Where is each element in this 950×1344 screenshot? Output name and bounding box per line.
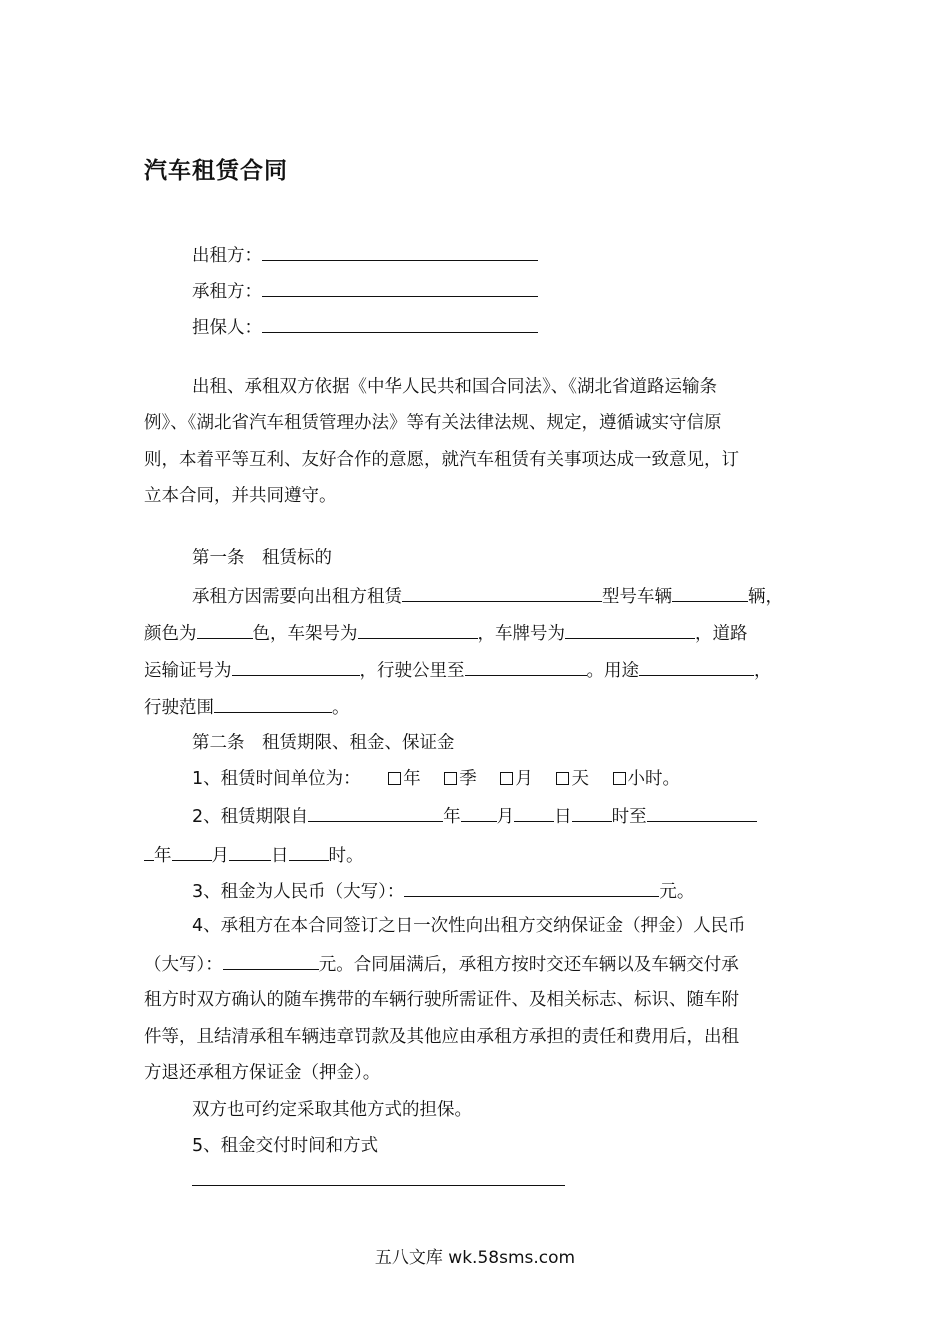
unit-option-year[interactable] xyxy=(388,767,421,791)
checkbox[interactable] xyxy=(556,772,569,785)
driving-range-blank[interactable] xyxy=(214,694,332,713)
text-segment: 2、租赁期限自 xyxy=(192,807,309,827)
term-start-year-blank[interactable] xyxy=(308,803,443,822)
term-end-year-blank[interactable] xyxy=(647,803,757,822)
text-segment: 运输证号为 xyxy=(144,661,232,681)
other-guarantee-line: 双方也可约定采取其他方式的担保。 xyxy=(192,1100,472,1120)
text-segment: 日 xyxy=(271,846,289,866)
lessor-blank[interactable] xyxy=(262,242,538,261)
text-segment: 年 xyxy=(443,807,461,827)
deposit-line: 租方时双方确认的随车携带的车辆行驶所需证件、及相关标志、标识、随车附 xyxy=(144,990,739,1010)
lessor-label: 出租方： xyxy=(192,246,262,266)
vehicle-count-blank[interactable] xyxy=(672,583,748,602)
text-segment: 色，车架号为 xyxy=(252,624,358,644)
checkbox[interactable] xyxy=(500,772,513,785)
rental-term-line xyxy=(192,803,757,829)
rent-amount-blank[interactable] xyxy=(404,878,659,897)
text-segment: 时。 xyxy=(328,846,364,866)
option-label: 小时。 xyxy=(627,769,681,789)
transport-cert-blank[interactable] xyxy=(232,657,360,676)
preamble-line: 则，本着平等互利、友好合作的意愿，就汽车租赁有关事项达成一致意见，订 xyxy=(144,450,739,470)
guarantor-label: 担保人： xyxy=(192,318,262,338)
option-label: 月 xyxy=(515,769,533,789)
article1-line3 xyxy=(144,657,772,683)
rental-unit-label: 1、租赁时间单位为： xyxy=(192,769,361,789)
article2-heading: 第二条 租赁期限、租金、保证金 xyxy=(192,733,455,753)
text-segment: ，道路 xyxy=(695,624,748,644)
term-start-month-blank[interactable] xyxy=(461,803,497,822)
text-segment: 日 xyxy=(554,807,572,827)
text-segment: 颜色为 xyxy=(144,624,197,644)
text-segment: 型号车辆 xyxy=(602,587,672,607)
footer-watermark: 五八文库 wk.58sms.com xyxy=(374,1248,576,1268)
unit-option-day[interactable] xyxy=(556,767,589,791)
article1-line4 xyxy=(144,694,350,720)
rent-amount-line xyxy=(192,878,694,904)
term-end-year-blank-cont[interactable] xyxy=(144,842,154,861)
payment-blank-line[interactable] xyxy=(192,1185,565,1186)
lessor-line xyxy=(192,242,538,268)
term-end-hour-blank[interactable] xyxy=(289,842,329,861)
deposit-line: 方退还承租方保证金（押金）。 xyxy=(144,1063,381,1083)
text-segment: 时至 xyxy=(611,807,647,827)
payment-heading: 5、租金交付时间和方式 xyxy=(192,1136,379,1156)
unit-option-hour[interactable] xyxy=(613,767,681,791)
article1-heading: 第一条 租赁标的 xyxy=(192,548,332,568)
preamble-line: 出租、承租双方依据《中华人民共和国合同法》、《湖北省道路运输条 xyxy=(192,377,717,397)
lessee-label: 承租方： xyxy=(192,282,262,302)
term-start-day-blank[interactable] xyxy=(514,803,554,822)
purpose-blank[interactable] xyxy=(639,657,754,676)
unit-option-month[interactable] xyxy=(500,767,533,791)
checkbox[interactable] xyxy=(613,772,626,785)
term-start-hour-blank[interactable] xyxy=(572,803,612,822)
checkbox[interactable] xyxy=(388,772,401,785)
article1-line1 xyxy=(192,583,783,609)
deposit-line: 4、承租方在本合同签订之日一次性向出租方交纳保证金（押金）人民币 xyxy=(192,916,746,936)
text-segment: 承租方因需要向出租方租赁 xyxy=(192,587,402,607)
document-title: 汽车租赁合同 xyxy=(144,158,288,184)
text-segment: ，车牌号为 xyxy=(477,624,565,644)
color-blank[interactable] xyxy=(197,620,253,639)
text-segment: 元。 xyxy=(659,882,695,902)
option-label: 季 xyxy=(459,769,477,789)
text-segment: ， xyxy=(754,661,772,681)
checkbox[interactable] xyxy=(444,772,457,785)
text-segment: （大写）： xyxy=(144,955,223,975)
text-segment: 。用途 xyxy=(586,661,639,681)
text-segment: 月 xyxy=(496,807,515,827)
rental-unit-line xyxy=(192,767,680,791)
article1-line2 xyxy=(144,620,748,646)
text-segment: 。 xyxy=(332,698,350,718)
deposit-line: 件等，且结清承租车辆违章罚款及其他应由承租方承担的责任和费用后，出租 xyxy=(144,1027,739,1047)
vin-blank[interactable] xyxy=(358,620,478,639)
text-segment: 辆， xyxy=(748,587,783,607)
plate-blank[interactable] xyxy=(565,620,695,639)
rental-term-line2 xyxy=(144,842,364,868)
option-label: 天 xyxy=(571,769,589,789)
lessee-line xyxy=(192,278,538,304)
text-segment: 行驶范围 xyxy=(144,698,214,718)
deposit-amount-blank[interactable] xyxy=(223,951,319,970)
vehicle-model-blank[interactable] xyxy=(402,583,602,602)
deposit-line xyxy=(144,951,739,977)
guarantor-blank[interactable] xyxy=(262,314,538,333)
unit-option-quarter[interactable] xyxy=(444,767,477,791)
mileage-blank[interactable] xyxy=(465,657,587,676)
text-segment: 元。合同届满后，承租方按时交还车辆以及车辆交付承 xyxy=(318,955,739,975)
guarantor-line xyxy=(192,314,538,340)
preamble-line: 立本合同，并共同遵守。 xyxy=(144,486,337,506)
text-segment: 月 xyxy=(211,846,229,866)
text-segment: 3、租金为人民币（大写）： xyxy=(192,882,405,902)
rental-unit-options xyxy=(388,767,680,791)
lessee-blank[interactable] xyxy=(262,278,538,297)
preamble-line: 例》、《湖北省汽车租赁管理办法》等有关法律法规、规定，遵循诚实守信原 xyxy=(144,413,722,433)
term-end-month-blank[interactable] xyxy=(172,842,212,861)
text-segment: 年 xyxy=(154,846,172,866)
option-label: 年 xyxy=(403,769,421,789)
text-segment: ，行驶公里至 xyxy=(359,661,465,681)
term-end-day-blank[interactable] xyxy=(229,842,271,861)
